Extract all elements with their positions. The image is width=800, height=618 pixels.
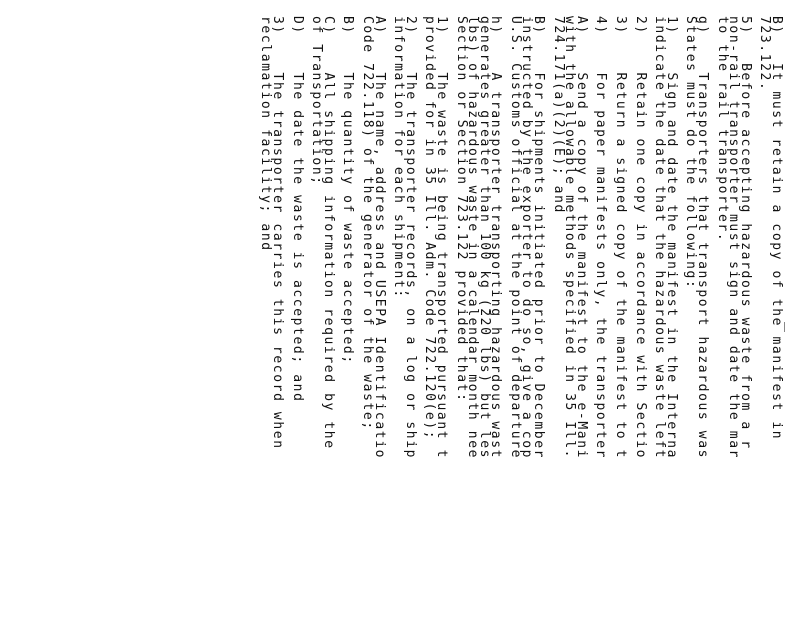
document-line: 1) The waste is being transported pursuant t — [433, 16, 449, 460]
scan-speck — [784, 322, 785, 332]
document-line: lbs) of hazardous waste in a calendar month nee — [465, 16, 481, 460]
document-line: provided for in 35 Ill. Adm. Code 722.120(e); — [422, 16, 438, 441]
document-line: B) It must retain a copy of the manifest in — [769, 16, 784, 441]
document-line: A) The name, address and USEPA Identificatio — [371, 16, 387, 460]
document-line: A) Send a copy of the manifest to the e-Mani — [573, 16, 589, 460]
document-line: 723.122. — [757, 16, 773, 92]
document-line: C) All shipping information required by the — [320, 16, 336, 450]
document-line: to the rail transporter. — [714, 16, 730, 243]
document-line: 724.171(a)(2)(E); and — [550, 16, 566, 214]
document-line: h) A transporter transporting hazardous wast — [488, 16, 504, 460]
document-line: 3) Return a signed copy of the manifest to t — [613, 16, 629, 460]
document-line: States must do the following: — [683, 16, 699, 290]
document-line: non-rail transporter must sign and date the mar — [726, 16, 742, 460]
document-line: of Transportation; — [309, 16, 325, 186]
document-line: U.S. Customs official at the point of departure — [507, 16, 523, 460]
document-line: instructed by the exporter to do so, give a cop — [519, 16, 535, 460]
document-line: g) Transporters that transport hazardous was — [695, 16, 711, 460]
document-line: reclamation facility; and — [258, 16, 274, 252]
rotated-document-text — [260, 16, 782, 616]
document-line: Code 722.118) of the generator of the waste; — [359, 16, 375, 431]
document-line: 1) Sign and date the manifest in the Interna — [663, 16, 679, 460]
document-line: 5) Before accepting hazardous waste from a r — [737, 16, 753, 450]
document-line: 2) Retain one copy in accordance with Sectio — [632, 16, 648, 460]
document-line: information for each shipment: — [391, 16, 407, 299]
document-line: with the allowable methods specified in 35 Ill. — [562, 16, 578, 460]
document-line: 4) For paper manifests only, the transporter — [593, 16, 609, 460]
document-line: 3) The transporter carries this record when — [270, 16, 285, 450]
document-line: generates greater than 100 kg (220 lbs) but les — [476, 16, 492, 460]
document-line: B) The quantity of waste accepted; — [340, 16, 356, 365]
document-line: indicate the date that the hazardous waste left — [652, 16, 668, 460]
document-line: D) The date the waste is accepted; and — [289, 16, 305, 403]
document-line: 2) The transporter records, on a log or ship — [402, 16, 418, 460]
document-line: Section or Section 723.122 provided that: — [453, 16, 469, 403]
document-line: B) For shipments initiated prior to December — [531, 16, 547, 460]
